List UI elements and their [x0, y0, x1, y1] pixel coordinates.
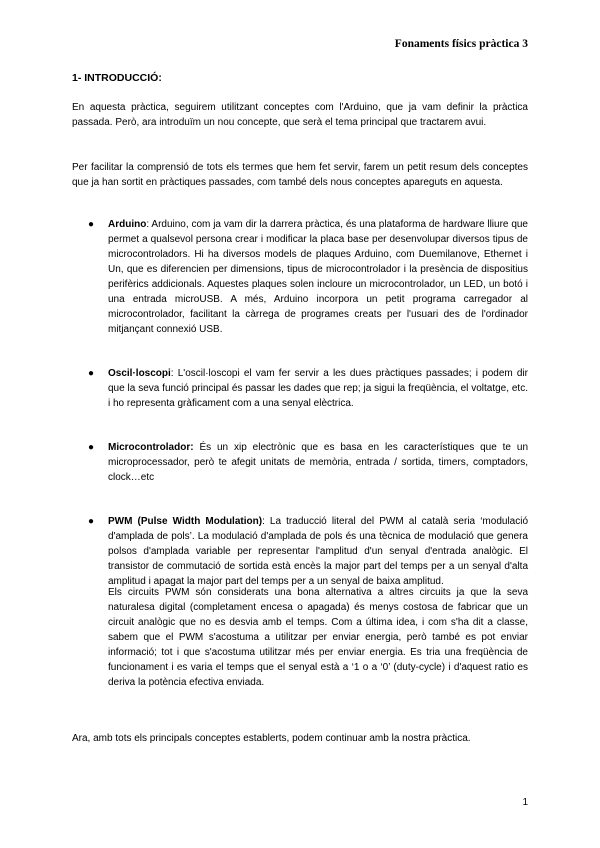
definition-pwm: : La traducció literal del PWM al català seria ‘modulació d'amplada de pols’. La modulació d'amplada de pols és una tècnica de modulació que genera polsos d'amplada variable per representar l'amplitud d'un senyal d'entrada analògic. El transistor de commutació de sortida està encès la major part del temps per a un senyal d'alta amplitud i apagat la major part del temps per a un senyal de baixa amplitud.	[108, 516, 529, 587]
bullet-icon: ●	[88, 442, 95, 453]
list-item-microcontroller	[72, 440, 528, 485]
bullet-icon: ●	[88, 219, 95, 230]
list-item-arduino	[72, 217, 528, 337]
page-header: Fonaments físics pràctica 3	[394, 38, 528, 50]
summary-paragraph: Per facilitar la comprensió de tots els termes que hem fet servir, farem un petit resum dels conceptes que ja han sortit en pràctiques passades, com també dels nous conceptes apareguts en aquesta.	[72, 162, 528, 188]
concept-list	[72, 217, 528, 589]
definition-oscilloscope: : L'oscil·loscopi el vam fer servir a les dues pràctiques passades; i podem dir que la seva funció principal és passar les dades que rep; ja sigui la freqüència, el voltatge, etc. i ho representa gràficament com a una senyal elèctrica.	[108, 368, 528, 409]
term-oscilloscope: Oscil·loscopi	[108, 368, 171, 379]
bullet-icon: ●	[88, 516, 95, 527]
pwm-extra-paragraph: Els circuits PWM són considerats una bona alternativa a altres circuits ja que la seva naturalesa digital (completament encesa o apagada) és menys costosa de fabricar que un circuit analògic que no es desvia amb el temps. Com a última idea, i com s'ha dit a classe, sabem que el PWM s'acostuma a utilitzar per enviar energia, però també es pot enviar informació; tot i que s'acostuma utilitzar més per enviar energia. Es tria una freqüència de funcionament i es varia el temps que el senyal està a ‘1 o a ‘0’ (duty-cycle) i d'aquest ratio es deriva la potència efectiva enviada.	[108, 587, 528, 688]
term-pwm: PWM (Pulse Width Modulation)	[108, 516, 263, 527]
definition-microcontroller: És un xip electrònic que es basa en les característiques que te un microprocessador, però te afegit unitats de memòria, entrada / sortida, timers, comptadors, clock…etc	[108, 442, 528, 483]
page-number: 1	[522, 797, 528, 808]
section-heading: 1- INTRODUCCIÓ:	[72, 72, 162, 84]
closing-paragraph: Ara, amb tots els principals conceptes establerts, podem continuar amb la nostra pràctica.	[72, 733, 471, 744]
term-microcontroller: Microcontrolador:	[108, 442, 194, 453]
bullet-icon: ●	[88, 368, 95, 379]
definition-arduino: : Arduino, com ja vam dir la darrera pràctica, és una plataforma de hardware lliure que permet a qualsevol persona crear i modificar la placa base per desenvolupar diversos tipus de microcontroladors. Hi ha diversos models de plaques Arduino, com Duemilanove, Ethernet i Un, que es diferencien per dimensions, tipus de microcontrolador i la presència de dispositius perifèrics addicionals. Aquestes plaques solen incloure un microcontrolador, un LED, un botó i una entrada microUSB. A més, Arduino incorpora un petit programa carregador al microcontrolador, facilitant la càrrega de programes creats per l'usuari des de l'ordinador mitjançant connexió USB.	[108, 219, 528, 335]
list-item-oscilloscope	[72, 366, 528, 411]
term-arduino: Arduino	[108, 219, 147, 230]
list-item-pwm	[72, 514, 528, 589]
intro-paragraph: En aquesta pràctica, seguirem utilitzant conceptes com l'Arduino, que ja vam definir la pràctica passada. Però, ara introduïm un nou concepte, que serà el tema principal que tractarem avui.	[72, 102, 528, 128]
